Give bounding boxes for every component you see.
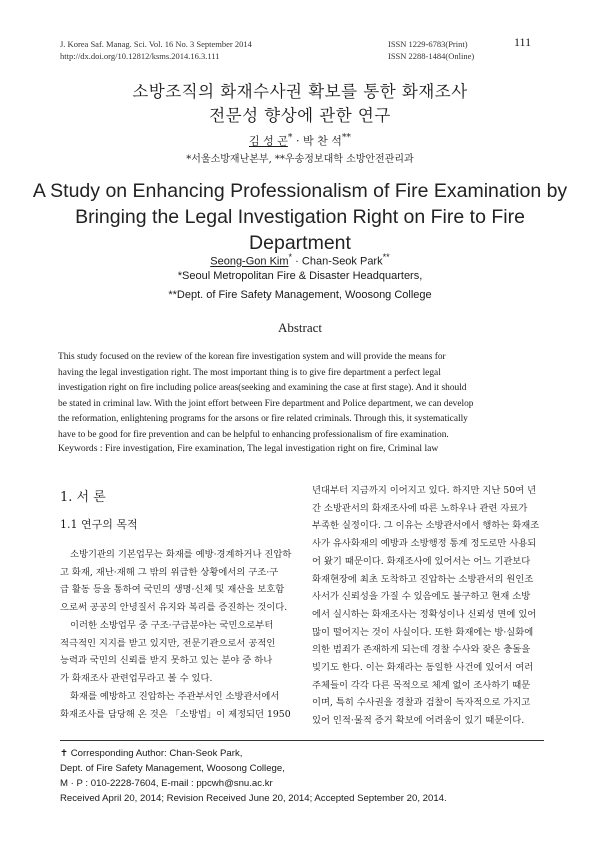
body-line: 빚기도 한다. 이는 화재라는 동일한 사건에 있어서 여러 <box>312 662 534 674</box>
body-line: 화재조사를 담당해 온 것은 「소방법」이 제정되던 1950 <box>60 708 291 720</box>
left-paragraph-3 <box>60 688 292 723</box>
issn-print: ISSN 1229-6783(Print) <box>388 39 468 49</box>
abstract-line: be stated in criminal law. With the joint effort between Fire department and Police department, we can develop <box>58 398 474 409</box>
english-title-line-3: Department <box>249 232 351 254</box>
korean-title-line-2: 전문성 향상에 관한 연구 <box>209 106 391 125</box>
author-separator: · <box>295 134 300 148</box>
english-title-line-2: Bringing the Legal Investigation Right on Fire to Fire <box>75 206 525 228</box>
footnote-line: ✝ Corresponding Author: Chan-Seok Park, <box>60 748 243 759</box>
footnote-line: Dept. of Fire Safety Management, Woosong College, <box>60 763 285 774</box>
body-line: 년대부터 지금까지 이어지고 있다. 하지만 지난 50여 년 <box>312 485 537 496</box>
page-number: 111 <box>514 35 532 49</box>
body-line: 에서 실시하는 화재조사는 정확성이나 신뢰성 면에 있어 <box>312 608 537 620</box>
journal-line: J. Korea Saf. Manag. Sci. Vol. 16 No. 3 September 2014 <box>60 39 252 49</box>
korean-author-2-mark: ** <box>341 132 351 143</box>
english-author-1: Seong-Gon Kim <box>210 255 289 268</box>
body-line: 어 왔기 때문이다. 화재조사에 있어서는 어느 기관보다 <box>312 555 531 567</box>
abstract-body <box>58 350 544 443</box>
body-line: 화재를 예방하고 진압하는 주관부서인 소방관서에서 <box>70 691 280 702</box>
korean-author-2: 박 찬 석 <box>302 134 342 148</box>
english-author-2-mark: ** <box>382 252 390 262</box>
keywords: Keywords : Fire investigation, Fire examination, The legal investigation right on fire, Criminal law <box>58 443 439 454</box>
korean-affiliations: *서울소방재난본부, **우송정보대학 소방안전관리과 <box>186 154 414 165</box>
issn-online: ISSN 2288-1484(Online) <box>388 51 475 61</box>
korean-author-1: 김 성 곤 <box>249 134 288 148</box>
body-line: 급 활동 등을 통하여 국민의 생명·신체 및 재산을 보호함 <box>60 584 285 596</box>
section-heading: 1. 서 론 <box>60 490 106 505</box>
abstract-line: This study focused on the review of the korean fire investigation system and will provide the means for <box>58 352 446 362</box>
abstract-line: investigation right on fire including police areas(seeking and examining the case at first stage). And it should <box>58 383 467 393</box>
left-paragraph-1 <box>60 546 292 617</box>
body-line: 사가 유사화재의 예방과 소방행정 통계 정도로만 사용되 <box>312 538 537 550</box>
body-line: 사서가 신뢰성을 가질 수 있음에도 불구하고 현재 소방 <box>312 591 531 603</box>
body-line: 으로써 공공의 안녕질서 유지와 복리를 증진하는 것이다. <box>60 602 288 614</box>
body-line: 화재현장에 최초 도착하고 진압하는 소방관서의 원인조 <box>312 573 534 585</box>
body-line: 많이 떨어지는 것이 사실이다. 또한 화재에는 방·실화에 <box>312 626 534 638</box>
body-line: 부족한 실정이다. 그 이유는 소방관서에서 행하는 화재조 <box>312 520 540 532</box>
subsection-heading: 1.1 연구의 목적 <box>60 518 138 531</box>
abstract-line: the reformation, enlightening programs for the arsons or fire related criminals. Through this, it systematically <box>58 414 468 424</box>
abstract-line: have to be good for fire prevention and can be helpful to enhancing professionalism of fire examination. <box>58 429 449 440</box>
korean-title-line-1: 소방조직의 화재수사권 확보를 통한 화재조사 <box>132 82 468 101</box>
english-affiliation-1: *Seoul Metropolitan Fire & Disaster Headquarters, <box>177 270 423 282</box>
abstract-heading: Abstract <box>277 320 323 335</box>
english-affiliation-2: **Dept. of Fire Safety Management, Woosong College <box>168 289 432 301</box>
body-line: 적극적인 지지를 받고 있지만, 전문기관으로서 공적인 <box>60 637 276 649</box>
english-title-line-1: A Study on Enhancing Professionalism of Fire Examination by <box>32 180 568 202</box>
korean-author-1-mark: * <box>287 132 293 143</box>
issn-block <box>388 38 474 62</box>
body-line: 간 소방관서의 화재조사에 따른 노하우나 관련 자료가 <box>312 502 528 514</box>
english-author-1-mark: * <box>288 252 293 262</box>
body-line: 이러한 소방업무 중 구조·구급분야는 국민으로부터 <box>70 620 274 631</box>
left-paragraph-2 <box>60 617 292 688</box>
english-authors <box>0 252 600 268</box>
body-line: 의한 범죄가 존재하게 되는데 경찰 수사와 잦은 충돌을 <box>312 644 531 656</box>
footnote-line: Received April 20, 2014; Revision Received June 20, 2014; Accepted September 20, 2014. <box>60 793 447 804</box>
footnote-line: M · P : 010-2228-7604, E-mail : ppcwh@snu.ac.kr <box>60 778 273 789</box>
body-line: 능력과 국민의 신뢰를 받지 못하고 있는 분야 중 하나 <box>60 655 273 667</box>
footnote-divider <box>60 740 544 741</box>
body-line: 이며, 특히 수사권을 경찰과 검찰이 독자적으로 가지고 <box>312 697 531 709</box>
doi-link[interactable]: http://dx.doi.org/10.12812/ksms.2014.16.3.111 <box>60 51 220 61</box>
body-line: 고 화재, 재난·재해 그 밖의 위급한 상황에서의 구조·구 <box>60 566 279 578</box>
body-line: 주체들이 각각 다른 목적으로 체계 없이 조사하기 때문 <box>312 679 531 691</box>
footnote <box>60 746 544 806</box>
abstract-line: having the legal investigation right. The most important thing is to give fire department a perfect legal <box>58 367 441 378</box>
body-line: 가 화재조사 관련업무라고 볼 수 있다. <box>60 673 213 685</box>
english-author-2: Chan-Seok Park <box>301 255 383 268</box>
journal-citation <box>60 38 252 62</box>
author-separator-en: · <box>295 255 299 268</box>
right-column <box>312 482 544 730</box>
korean-authors <box>0 132 600 149</box>
body-line: 소방기관의 기본업무는 화재를 예방·경계하거나 진압하 <box>70 549 292 560</box>
body-line: 있어 인적·물적 증거 확보에 어려움이 있기 때문이다. <box>312 715 525 727</box>
